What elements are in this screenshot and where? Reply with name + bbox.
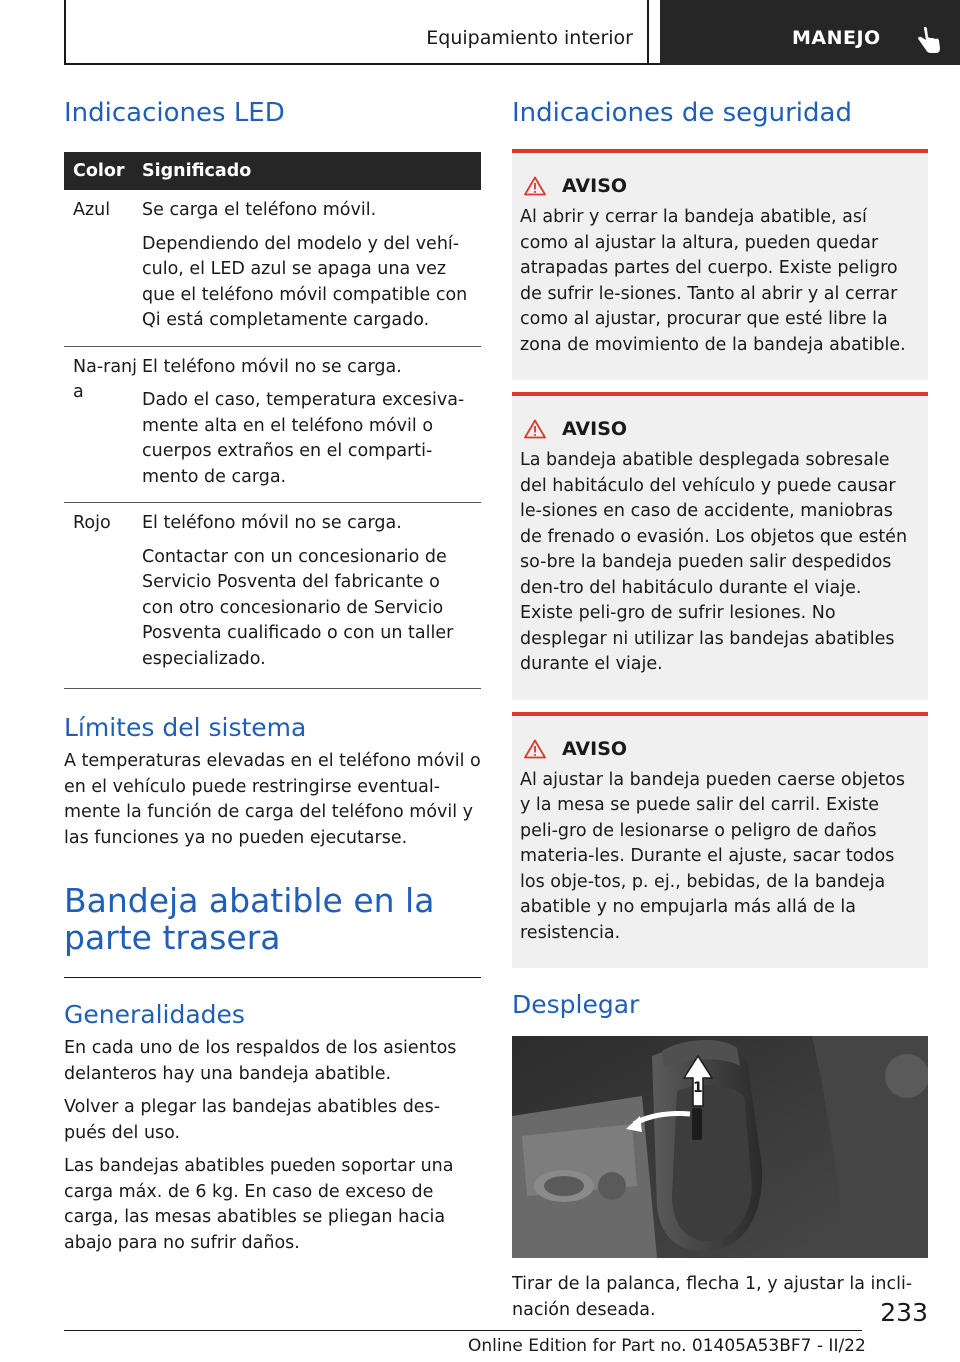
limits-text: A temperaturas elevadas en el teléfono móvil o en el vehículo puede restringirse eventual-mente la función de carga del teléfono móvil y las funciones ya no pueden ejecutarse. — [64, 751, 481, 848]
deploy-title: Desplegar — [512, 990, 640, 1020]
table-row — [64, 503, 481, 689]
led-meaning-line: Dado el caso, temperatura excesiva-mente alta en el teléfono móvil o cuerpos extraños en el comparti-mento de carga. — [142, 390, 465, 487]
led-meaning-line: Dependiendo del modelo y del vehí-culo, el LED azul se apaga una vez que el teléfono móvil compatible con Qi está completamente cargado. — [142, 233, 468, 331]
footer-edition: Online Edition for Part no. 01405A53BF7 - II/22 — [468, 1336, 866, 1356]
led-meaning-line: El teléfono móvil no se carga. — [142, 513, 402, 534]
warning-text: Al abrir y cerrar la bandeja abatible, así como al ajustar la altura, pueden quedar atrapadas partes del cuerpo. Existe peligro de sufrir le-siones. Tanto al abrir y al cerrar como al ajustar, procurar que esté libre la zona de movimiento de la bandeja abatible. — [520, 207, 906, 355]
header-section-title: Equipamiento interior — [426, 27, 633, 49]
right-column — [512, 98, 928, 1323]
general-title: Generalidades — [64, 1000, 245, 1030]
led-table — [64, 152, 481, 689]
warning-heading — [524, 175, 920, 197]
warning-heading — [524, 418, 920, 440]
warning-triangle-icon — [524, 419, 546, 439]
figure-arrow-label: 1 — [693, 1080, 703, 1097]
page-number: 233 — [880, 1298, 928, 1327]
led-table-header-meaning: Significado — [142, 161, 252, 182]
warning-heading — [524, 738, 920, 760]
deploy-figure — [512, 1036, 928, 1258]
led-table-header — [64, 152, 481, 190]
hand-pointer-icon — [915, 26, 941, 56]
general-paragraph: Las bandejas abatibles pueden soportar una carga máx. de 6 kg. En caso de exceso de carga, las mesas abatibles se pliegan hacia abajo para no sufrir daños. — [64, 1156, 454, 1253]
limits-title: Límites del sistema — [64, 713, 307, 743]
led-color-cell: Na-ranja — [73, 356, 138, 403]
led-meaning-cell — [142, 511, 481, 672]
warning-box — [512, 149, 928, 380]
warning-box — [512, 392, 928, 700]
warning-label: AVISO — [562, 418, 628, 441]
warning-text: La bandeja abatible desplegada sobresale del habitáculo del vehículo y puede causar le-siones en caso de accidente, maniobras de frenado o evasión. Los objetos que estén so-bre la bandeja pueden salir despedidos den-tro del habitáculo durante el viaje. Existe peli-gro de sufrir lesiones. No desplegar ni utilizar las bandejas abatibles durante el viaje. — [520, 450, 908, 675]
led-meaning-line: Se carga el teléfono móvil. — [142, 200, 377, 221]
general-paragraph: Volver a plegar las bandejas abatibles des-pués del uso. — [64, 1097, 441, 1143]
chapter-rule — [64, 977, 481, 978]
seat-tray-illustration — [512, 1036, 928, 1258]
led-color-cell: Azul — [73, 200, 111, 221]
chapter-tab[interactable] — [660, 0, 960, 65]
led-meaning-line: El teléfono móvil no se carga. — [142, 356, 402, 377]
table-row — [64, 347, 481, 504]
left-column — [64, 98, 481, 1256]
led-section-title: Indicaciones LED — [64, 98, 285, 128]
warning-label: AVISO — [562, 737, 628, 760]
led-color-cell: Rojo — [73, 513, 111, 534]
warning-box — [512, 712, 928, 969]
chapter-tab-label: MANEJO — [792, 27, 881, 49]
led-table-header-color: Color — [73, 161, 125, 182]
general-paragraph: En cada uno de los respaldos de los asientos delanteros hay una bandeja abatible. — [64, 1038, 457, 1084]
warning-triangle-icon — [524, 176, 546, 196]
chapter-title: Bandeja abatible en la parte trasera — [64, 881, 435, 958]
safety-section-title: Indicaciones de seguridad — [512, 98, 852, 128]
deploy-caption: Tirar de la palanca, flecha 1, y ajustar la incli-nación deseada. — [512, 1274, 913, 1320]
table-row — [64, 190, 481, 347]
led-meaning-cell — [142, 198, 481, 334]
warning-text: Al ajustar la bandeja pueden caerse objetos y la mesa se puede salir del carril. Existe peli-gro de lesionarse o peligro de daños materia-les. Durante el ajuste, sacar todos los obje-tos, p. ej., bebidas, de la bandeja abatible y no empujarla más allá de la resistencia. — [520, 769, 906, 943]
warning-label: AVISO — [562, 175, 628, 198]
header-section-box — [64, 0, 649, 65]
warning-triangle-icon — [524, 739, 546, 759]
led-meaning-line: Contactar con un concesionario de Servicio Posventa del fabricante o con otro concesionario de Servicio Posventa cualificado o con un taller especializado. — [142, 546, 454, 669]
footer-rule — [64, 1330, 862, 1331]
led-meaning-cell — [142, 355, 481, 491]
